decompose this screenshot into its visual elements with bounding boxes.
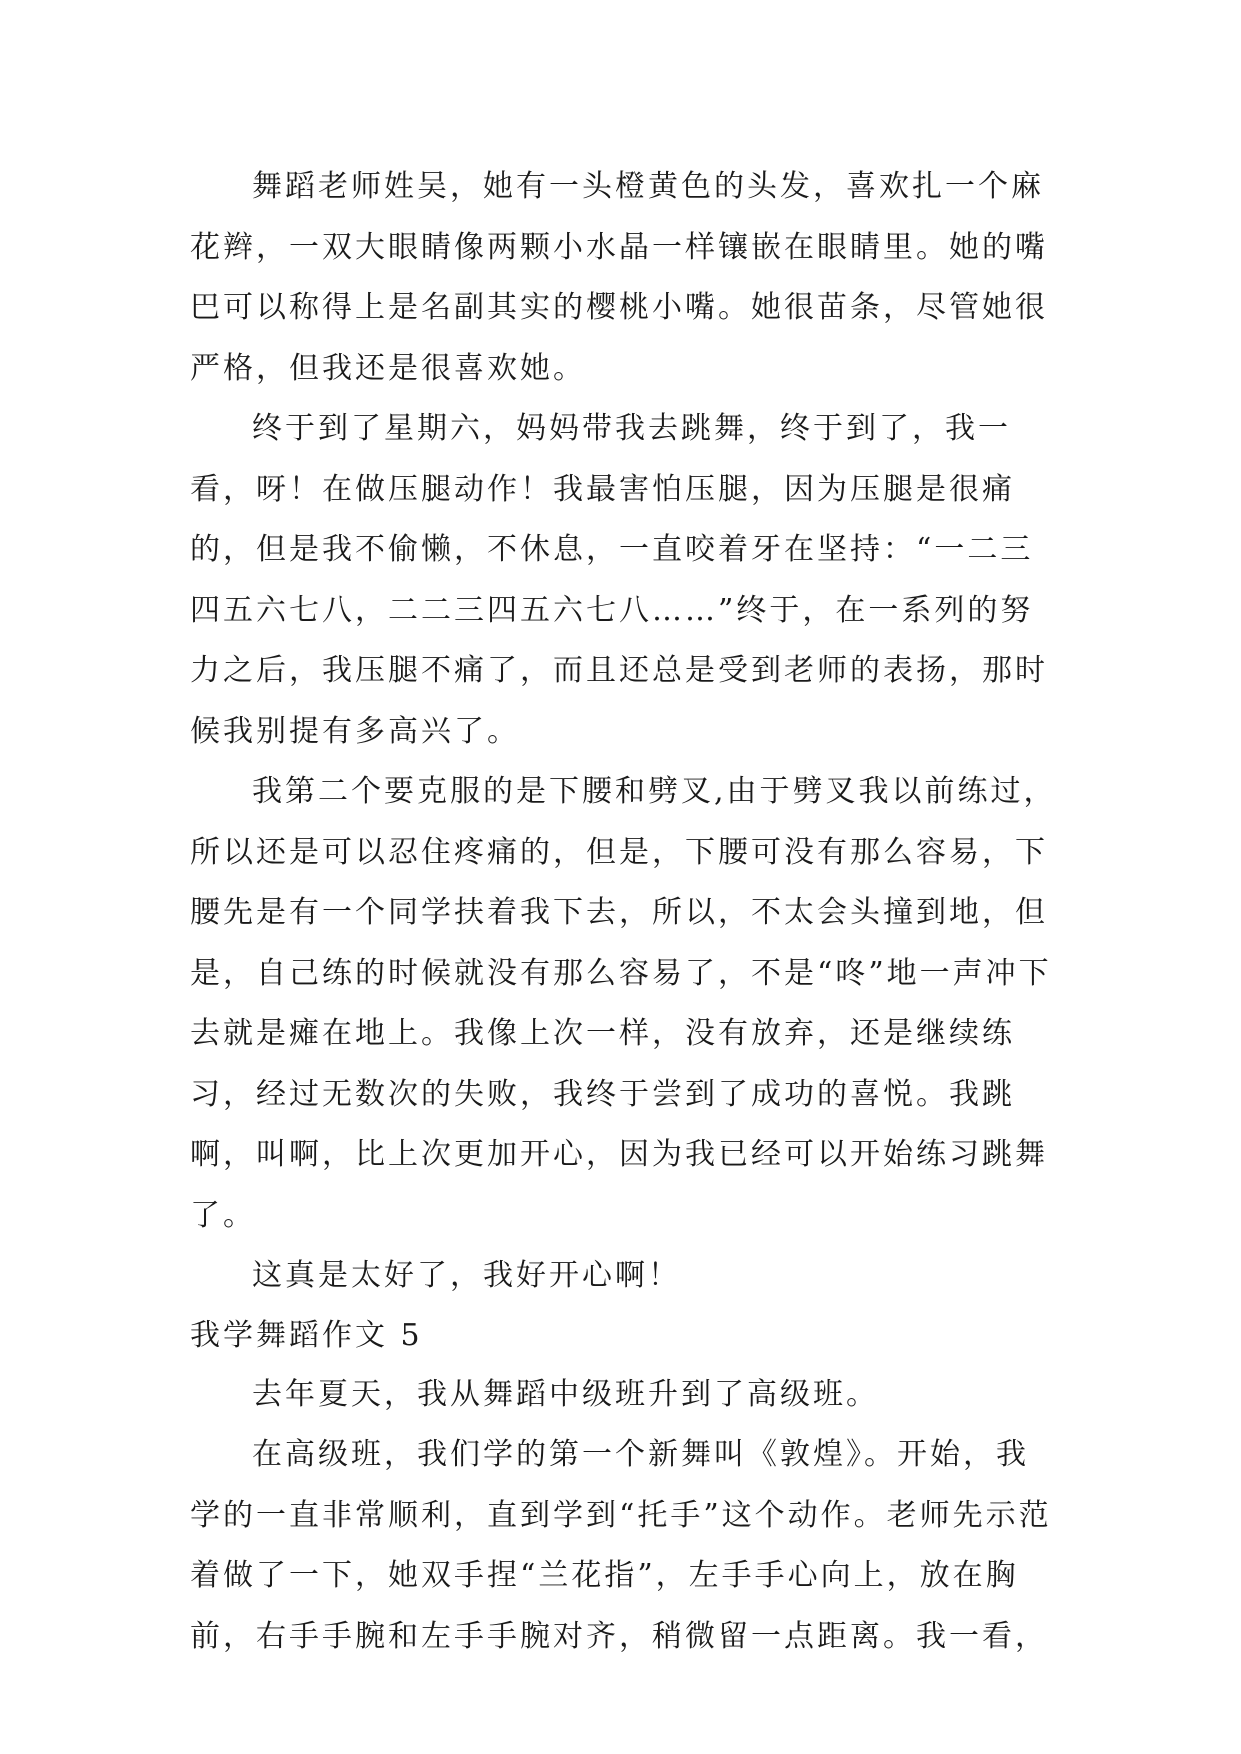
paragraph-dunhuang-dance: 在高级班，我们学的第一个新舞叫《敦煌》。开始，我学的一直非常顺利，直到学到“托手”这个动作。老师先示范着做了一下，她双手捏“兰花指”，左手手心向上，放在胸前，右手手腕和左手手腕对齐，稍微留一点距离。我一看， <box>190 1437 1052 1654</box>
paragraph-advanced-class: 去年夏天，我从舞蹈中级班升到了高级班。 <box>252 1376 879 1412</box>
section-title: 我学舞蹈作文 5 <box>190 1317 423 1353</box>
paragraph-happy: 这真是太好了，我好开心啊！ <box>252 1258 681 1293</box>
paragraph-teacher-description: 舞蹈老师姓吴，她有一头橙黄色的头发，喜欢扎一个麻花辫，一双大眼睛像两颗小水晶一样镶嵌在眼睛里。她的嘴巴可以称得上是名副其实的樱桃小嘴。她很苗条，尽管她很严格，但我还是很喜欢她。 <box>190 169 1048 386</box>
document-body <box>190 157 1060 1667</box>
paragraph-backbend-splits: 我第二个要克服的是下腰和劈叉,由于劈叉我以前练过，所以还是可以忍住疼痛的，但是，下腰可没有那么容易，下腰先是有一个同学扶着我下去，所以，不太会头撞到地，但是，自己练的时候就没有那么容易了，不是“咚”地一声冲下去就是瘫在地上。我像上次一样，没有放弃，还是继续练习，经过无数次的失败，我终于尝到了成功的喜悦。我跳啊，叫啊，比上次更加开心，因为我已经可以开始练习跳舞了。 <box>190 774 1057 1233</box>
paragraph-leg-stretch: 终于到了星期六，妈妈带我去跳舞，终于到了，我一看，呀！在做压腿动作！我最害怕压腿，因为压腿是很痛的，但是我不偷懒，不休息，一直咬着牙在坚持：“一二三四五六七八，二二三四五六七八……”终于，在一系列的努力之后，我压腿不痛了，而且还总是受到老师的表扬，那时候我别提有多高兴了。 <box>190 411 1048 749</box>
